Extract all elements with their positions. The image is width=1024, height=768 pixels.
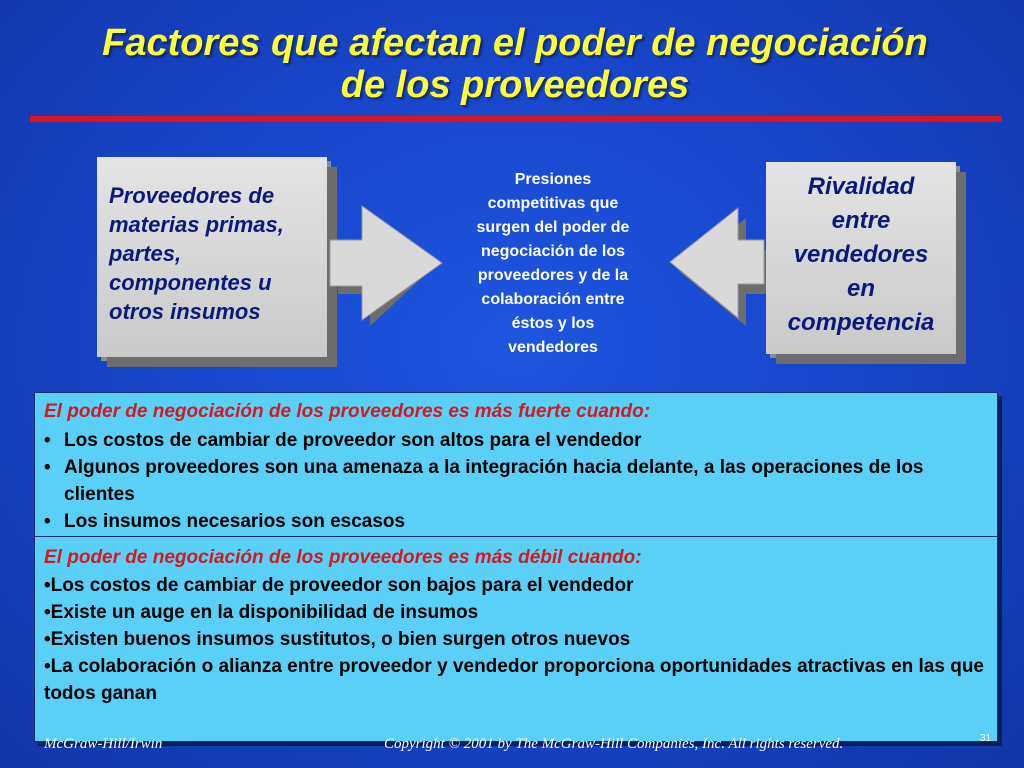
rivalry-line-4: en <box>846 275 875 302</box>
list-item-text: Los insumos necesarios son escasos <box>64 511 406 532</box>
title-line-2: de los proveedores <box>340 64 690 106</box>
right-arrow-icon <box>322 200 446 330</box>
stronger-power-list <box>44 427 984 535</box>
rivalry-box <box>766 162 956 354</box>
center-line-5: proveedores y de la <box>477 267 629 284</box>
list-item-text: Algunos proveedores son una amenaza a la integración hacia delante, a las operaciones de los clientes <box>64 457 924 505</box>
list-item: •Existe un auge en la disponibilidad de insumos <box>44 602 479 623</box>
title-divider <box>30 116 1002 122</box>
left-arrow-icon <box>666 204 776 330</box>
center-line-1: Presiones <box>514 171 592 188</box>
list-item: •Existen buenos insumos sustitutos, o bien surgen otros nuevos <box>44 629 631 650</box>
title-line-1: Factores que afectan el poder de negociación <box>102 22 928 64</box>
suppliers-line-1: Proveedores de <box>109 183 275 208</box>
list-item-text: Los costos de cambiar de proveedor son altos para el vendedor <box>64 430 642 451</box>
page-number: 31 <box>980 733 992 744</box>
weaker-power-list <box>44 572 984 707</box>
center-line-2: competitivas que <box>487 195 619 212</box>
rivalry-line-3: vendedores <box>793 241 929 268</box>
suppliers-line-4: componentes u <box>109 270 272 295</box>
rivalry-line-5: competencia <box>787 309 935 336</box>
list-item <box>44 508 984 535</box>
suppliers-line-5: otros insumos <box>109 299 261 324</box>
rivalry-line-1: Rivalidad <box>807 173 915 200</box>
bullet-icon: • <box>44 430 51 451</box>
center-line-3: surgen del poder de <box>476 219 630 236</box>
center-line-6: colaboración entre <box>481 291 625 308</box>
slide-title <box>20 22 1010 106</box>
suppliers-box <box>97 157 327 357</box>
competitive-pressures-text <box>450 168 656 360</box>
suppliers-line-2: materias primas, <box>109 212 284 237</box>
copyright-footer: Copyright © 2001 by The McGraw-Hill Companies, Inc. All rights reserved. <box>384 736 844 752</box>
publisher-footer: McGraw-Hill/Irwin <box>44 736 163 752</box>
center-line-8: vendedores <box>508 339 598 356</box>
list-item: •Los costos de cambiar de proveedor son bajos para el vendedor <box>44 575 634 596</box>
center-line-7: éstos y los <box>511 315 595 332</box>
weaker-power-heading: El poder de negociación de los proveedores es más débil cuando: <box>44 547 642 568</box>
stronger-power-heading: El poder de negociación de los proveedores es más fuerte cuando: <box>44 401 651 422</box>
list-item <box>44 454 984 508</box>
rivalry-line-2: entre <box>831 207 891 234</box>
suppliers-line-3: partes, <box>109 241 182 266</box>
center-line-4: negociación de los <box>480 243 626 260</box>
weaker-power-panel <box>34 536 998 742</box>
stronger-power-panel <box>34 392 998 540</box>
list-item: •La colaboración o alianza entre proveedor y vendedor proporciona oportunidades atractivas en las que todos ganan <box>44 656 984 704</box>
bullet-icon: • <box>44 457 51 478</box>
list-item <box>44 427 984 454</box>
bullet-icon: • <box>44 511 51 532</box>
